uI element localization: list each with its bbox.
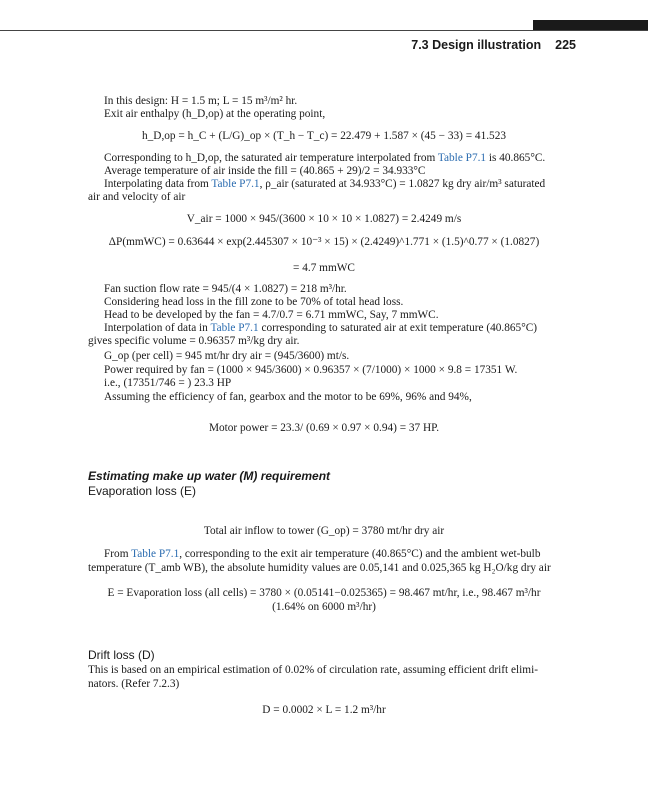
equation-evaporation: E = Evaporation loss (all cells) = 3780 × (0.05141−0.025365) = 98.467 mt/hr, i.e., 98.467 m³/hr bbox=[107, 587, 541, 599]
table-p7-1-link[interactable]: Table P7.1 bbox=[437, 152, 487, 164]
efficiency-line: Assuming the efficiency of fan, gearbox and the motor to be 69%, 96% and 94%, bbox=[104, 391, 472, 403]
equation-velocity: V_air = 1000 × 945/(3600 × 10 × 10 × 1.0827) = 2.4249 m/s bbox=[186, 213, 462, 225]
specific-volume-line: gives specific volume = 0.96357 m³/kg dry air. bbox=[88, 335, 300, 347]
page-number: 225 bbox=[555, 38, 576, 52]
equation-pressure-drop: ΔP(mmWC) = 0.63644 × exp(2.445307 × 10⁻³ × 15) × (2.4249)^1.771 × (1.5)^0.77 × (1.0827) bbox=[108, 236, 540, 248]
text-segment: Interpolation of data in bbox=[104, 322, 208, 334]
drift-description-line: This is based on an empirical estimation of 0.02% of circulation rate, assuming efficient drift elimi- bbox=[88, 664, 538, 676]
equation-motor-power: Motor power = 23.3/ (0.69 × 0.97 × 0.94) = 37 HP. bbox=[208, 422, 440, 434]
equation-air-inflow: Total air inflow to tower (G_op) = 3780 mt/hr dry air bbox=[203, 525, 445, 537]
fan-head-line: Head to be developed by the fan = 4.7/0.7 = 6.71 mmWC, Say, 7 mmWC. bbox=[104, 309, 439, 321]
average-temp-line: Average temperature of air inside the fill = (40.865 + 29)/2 = 34.933°C bbox=[104, 165, 426, 177]
table-p7-1-link[interactable]: Table P7.1 bbox=[131, 548, 180, 560]
section-label: 7.3 Design illustration bbox=[411, 38, 542, 52]
text-segment: corresponding to saturated air at exit temperature (40.865°C) bbox=[261, 322, 538, 334]
gop-line: G_op (per cell) = 945 mt/hr dry air = (945/3600) mt/s. bbox=[104, 350, 350, 362]
fan-power-line: Power required by fan = (1000 × 945/3600) × 0.96357 × (7/1000) × 1000 × 9.8 = 17351 W. bbox=[104, 364, 518, 376]
subheading-evaporation-loss: Evaporation loss (E) bbox=[88, 484, 197, 498]
design-params-line: In this design: H = 1.5 m; L = 15 m³/m² hr. bbox=[104, 95, 298, 107]
air-velocity-line: air and velocity of air bbox=[88, 191, 186, 203]
fan-suction-line: Fan suction flow rate = 945/(4 × 1.0827) = 218 m³/hr. bbox=[104, 283, 347, 295]
table-p7-1-link[interactable]: Table P7.1 bbox=[210, 322, 259, 334]
text-segment: Interpolating data from bbox=[104, 178, 209, 190]
subheading-drift-loss: Drift loss (D) bbox=[88, 648, 155, 662]
exit-air-enthalpy-line: Exit air enthalpy (h_D,op) at the operating point, bbox=[104, 108, 326, 120]
saturated-temp-line bbox=[104, 152, 545, 165]
drift-reference-line: nators. (Refer 7.2.3) bbox=[88, 678, 180, 690]
text-segment: From bbox=[104, 548, 129, 560]
text-segment: Corresponding to h_D,op, the saturated air temperature interpolated from bbox=[104, 152, 436, 164]
text-segment: , corresponding to the exit air temperature (40.865°C) and the ambient wet-bulb bbox=[179, 548, 541, 560]
equation-enthalpy: h_D,op = h_C + (L/G)_op × (T_h − T_c) = 22.479 + 1.587 × (45 − 33) = 41.523 bbox=[142, 130, 506, 142]
interpolating-line bbox=[104, 178, 545, 191]
from-table-line bbox=[104, 548, 540, 561]
equation-pressure-result: = 4.7 mmWC bbox=[293, 262, 355, 274]
text-segment: , ρ_air (saturated at 34.933°C) = 1.0827 kg dry air/m³ saturated bbox=[259, 178, 546, 190]
table-p7-1-link[interactable]: Table P7.1 bbox=[211, 178, 260, 190]
interpolation-line bbox=[104, 322, 537, 335]
hp-line: i.e., (17351/746 = ) 23.3 HP bbox=[104, 377, 232, 389]
text-segment: is 40.865°C. bbox=[488, 152, 546, 164]
equation-evaporation-percent: (1.64% on 6000 m³/hr) bbox=[272, 601, 376, 613]
section-heading-makeup-water: Estimating make up water (M) requirement bbox=[88, 469, 331, 483]
equation-drift: D = 0.0002 × L = 1.2 m³/hr bbox=[262, 704, 386, 716]
humidity-line: temperature (T_amb WB), the absolute humidity values are 0.05,141 and 0.025,365 kg H₂O/kg dry air bbox=[88, 562, 551, 574]
head-loss-line: Considering head loss in the fill zone to be 70% of total head loss. bbox=[104, 296, 404, 308]
running-header bbox=[411, 38, 576, 52]
header-rule bbox=[0, 30, 648, 31]
